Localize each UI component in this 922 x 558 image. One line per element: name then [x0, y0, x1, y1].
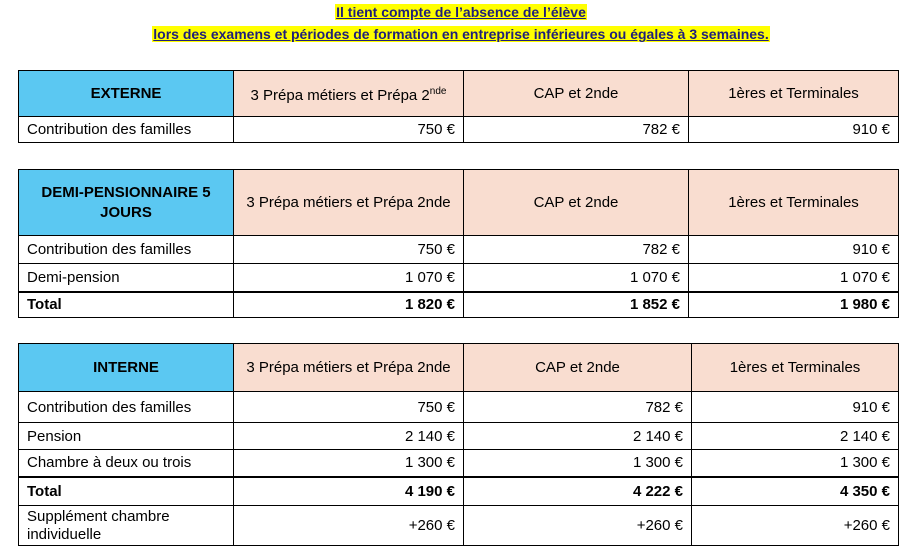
total-row — [19, 292, 899, 318]
level-header-cap: CAP et 2nde — [464, 344, 692, 392]
table-row — [19, 392, 899, 423]
amount-cell: 1 852 € — [464, 292, 689, 318]
table-row — [19, 264, 899, 292]
amount-cell: 750 € — [234, 392, 464, 423]
amount-cell: 4 350 € — [692, 477, 899, 506]
level-header-terminales: 1ères et Terminales — [689, 71, 899, 117]
notice-line-1: Il tient compte de l’absence de l’élève — [336, 4, 586, 20]
amount-cell: 910 € — [689, 117, 899, 143]
row-label: Demi-pension — [19, 264, 234, 292]
table-row — [19, 450, 899, 477]
externe-table — [18, 70, 899, 143]
row-label: Pension — [19, 423, 234, 450]
amount-cell: 1 070 € — [689, 264, 899, 292]
interne-table — [18, 343, 899, 546]
amount-cell: 2 140 € — [464, 423, 692, 450]
amount-cell: 1 300 € — [234, 450, 464, 477]
amount-cell: 2 140 € — [692, 423, 899, 450]
amount-cell: +260 € — [464, 506, 692, 546]
category-header: EXTERNE — [19, 71, 234, 117]
row-label: Contribution des familles — [19, 392, 234, 423]
row-label: Contribution des familles — [19, 236, 234, 264]
amount-cell: +260 € — [234, 506, 464, 546]
amount-cell: 1 070 € — [464, 264, 689, 292]
level-header-terminales: 1ères et Terminales — [692, 344, 899, 392]
amount-cell: 4 190 € — [234, 477, 464, 506]
amount-cell: 1 980 € — [689, 292, 899, 318]
row-label: Total — [19, 477, 234, 506]
row-label: Contribution des familles — [19, 117, 234, 143]
amount-cell: 1 070 € — [234, 264, 464, 292]
amount-cell: 1 300 € — [692, 450, 899, 477]
amount-cell: 782 € — [464, 392, 692, 423]
total-row — [19, 477, 899, 506]
amount-cell: 4 222 € — [464, 477, 692, 506]
level-header-cap: CAP et 2nde — [464, 170, 689, 236]
level-header-prepa: 3 Prépa métiers et Prépa 2nde — [234, 170, 464, 236]
amount-cell: 2 140 € — [234, 423, 464, 450]
level-header-prepa: 3 Prépa métiers et Prépa 2nde — [234, 71, 464, 117]
table-row — [19, 236, 899, 264]
category-header: DEMI-PENSIONNAIRE 5 JOURS — [19, 170, 234, 236]
amount-cell: 782 € — [464, 236, 689, 264]
demi-pensionnaire-table — [18, 169, 899, 318]
amount-cell: 750 € — [234, 117, 464, 143]
category-header: INTERNE — [19, 344, 234, 392]
table-row — [19, 117, 899, 143]
amount-cell: 782 € — [464, 117, 689, 143]
amount-cell: 910 € — [689, 236, 899, 264]
amount-cell: 1 820 € — [234, 292, 464, 318]
level-header-cap: CAP et 2nde — [464, 71, 689, 117]
level-header-prepa: 3 Prépa métiers et Prépa 2nde — [234, 344, 464, 392]
table-row — [19, 423, 899, 450]
amount-cell: +260 € — [692, 506, 899, 546]
row-label: Total — [19, 292, 234, 318]
amount-cell: 910 € — [692, 392, 899, 423]
row-label: Chambre à deux ou trois — [19, 450, 234, 477]
row-label: Supplément chambre individuelle — [19, 506, 234, 546]
amount-cell: 1 300 € — [464, 450, 692, 477]
level-header-terminales: 1ères et Terminales — [689, 170, 899, 236]
supplement-row — [19, 506, 899, 546]
amount-cell: 750 € — [234, 236, 464, 264]
notice-line-2: lors des examens et périodes de formation en entreprise inférieures ou égales à 3 semaines. — [153, 26, 769, 42]
